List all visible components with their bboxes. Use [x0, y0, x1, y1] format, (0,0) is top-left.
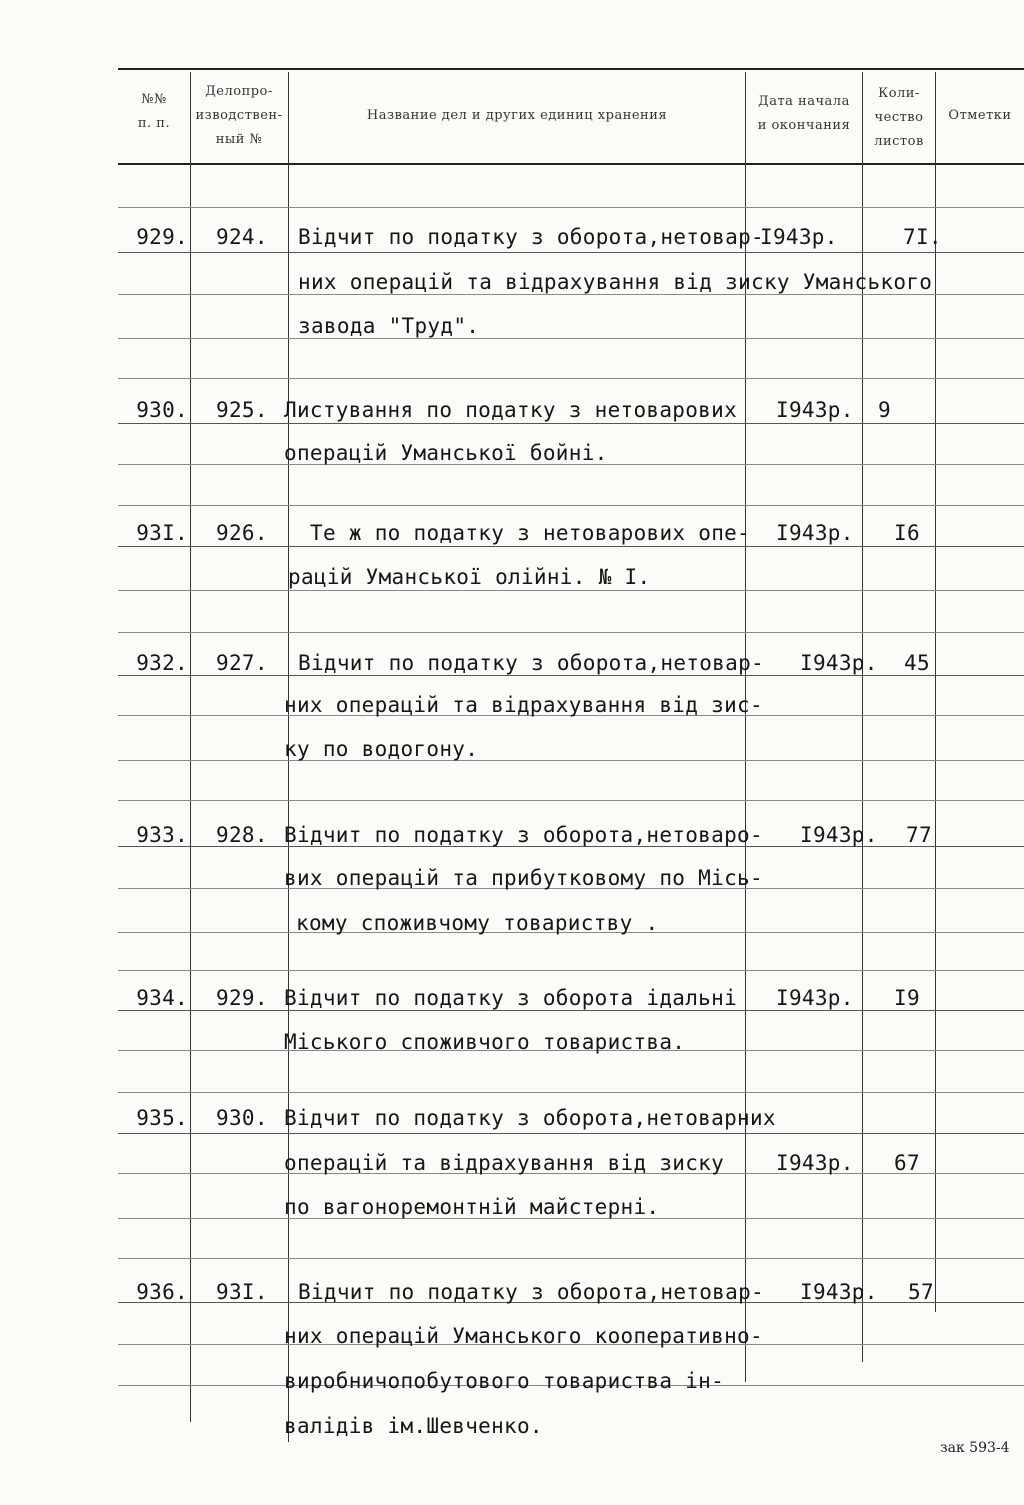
- header-top-line: [118, 68, 1024, 70]
- row-office-number: 924.: [216, 225, 268, 249]
- row-title-line: Вiдчит по податку з оборота,нетовар-: [298, 225, 764, 249]
- row-sheet-count: 57: [908, 1280, 934, 1304]
- ruled-line: [118, 207, 1024, 208]
- ruled-line: [118, 1010, 1024, 1011]
- row-title-line: ку по водогону.: [284, 737, 479, 761]
- row-title-line: валiдiв iм.Шевченко.: [284, 1414, 543, 1438]
- ruled-line: [118, 252, 1024, 253]
- row-number: 930.: [136, 398, 188, 422]
- row-title-line: Вiдчит по податку з оборота,нетоваро-: [284, 823, 763, 847]
- row-title-line: вих операцiй та прибутковому по Мiсь-: [284, 866, 763, 890]
- ruled-line: [118, 505, 1024, 506]
- col-divider-1: [190, 72, 191, 1422]
- row-title-line: них операцiй та вiдрахування вiд зис-: [284, 693, 763, 717]
- row-office-number: 93I.: [216, 1280, 268, 1304]
- row-date: I943р.: [776, 398, 854, 422]
- header-col-count: Коли- чество листов: [874, 86, 924, 149]
- row-date: I943р.: [776, 521, 854, 545]
- row-title-line: операцiй Уманської бойнi.: [284, 441, 608, 465]
- row-title-line: Мiського споживчого товариства.: [284, 1030, 686, 1054]
- row-number: 935.: [136, 1106, 188, 1130]
- row-number: 934.: [136, 986, 188, 1010]
- ruled-line: [118, 1258, 1024, 1259]
- row-date: I943р.: [800, 651, 878, 675]
- row-sheet-count: 9: [878, 398, 891, 422]
- row-title-line: виробничопобутового товариства iн-: [284, 1369, 725, 1393]
- row-number: 936.: [136, 1280, 188, 1304]
- header-col-office: Делопро- изводствен- ный №: [195, 84, 283, 147]
- ruled-line: [118, 546, 1024, 547]
- row-date: I943р.: [760, 225, 838, 249]
- header-col-dates: Дата начала и окончания: [757, 94, 851, 133]
- header-col-notes: Отметки: [948, 108, 1012, 123]
- row-title-line: Вiдчит по податку з оборота,нетоварних: [284, 1106, 776, 1130]
- ruled-line: [118, 338, 1024, 339]
- header-col-title: Название дел и других единиц хранения: [366, 108, 668, 123]
- row-title-line: Вiдчит по податку з оборота iдальнi: [284, 986, 738, 1010]
- col-divider-4: [862, 72, 863, 1362]
- row-number: 929.: [136, 225, 188, 249]
- ruled-line: [118, 1092, 1024, 1093]
- row-number: 932.: [136, 651, 188, 675]
- ruled-line: [118, 378, 1024, 379]
- row-date: I943р.: [776, 1151, 854, 1175]
- col-divider-5: [935, 72, 936, 1312]
- row-sheet-count: I9: [894, 986, 920, 1010]
- row-title-line: них операцiй та вiдрахування вiд зиску Уманського: [298, 270, 933, 294]
- row-sheet-count: 77: [906, 823, 932, 847]
- row-sheet-count: 7I.: [903, 225, 942, 249]
- row-title-line: Вiдчит по податку з оборота,нетовар-: [298, 1280, 764, 1304]
- row-title-line: Вiдчит по податку з оборота,нетовар-: [298, 651, 764, 675]
- print-order-mark: зак 593-4: [940, 1440, 1010, 1456]
- row-office-number: 928.: [216, 823, 268, 847]
- ruled-line: [118, 1133, 1024, 1134]
- row-sheet-count: I6: [894, 521, 920, 545]
- row-sheet-count: 45: [904, 651, 930, 675]
- row-office-number: 930.: [216, 1106, 268, 1130]
- row-title-line: Листування по податку з нетоварових: [284, 398, 738, 422]
- row-office-number: 929.: [216, 986, 268, 1010]
- ruled-line: [118, 675, 1024, 676]
- ruled-line: [118, 590, 1024, 591]
- header-bottom-line: [118, 163, 1024, 165]
- ruled-line: [118, 760, 1024, 761]
- ruled-line: [118, 294, 1024, 295]
- ruled-line: [118, 800, 1024, 801]
- row-date: I943р.: [776, 986, 854, 1010]
- row-number: 93I.: [136, 521, 188, 545]
- header-col-num: №№ п. п.: [137, 92, 171, 131]
- row-title-line: кому споживчому товариству .: [296, 911, 659, 935]
- col-divider-3: [745, 72, 746, 1382]
- row-office-number: 925.: [216, 398, 268, 422]
- row-title-line: по вагоноремонтнiй майстернi.: [284, 1195, 660, 1219]
- row-title-line: завода "Труд".: [298, 314, 480, 338]
- row-office-number: 926.: [216, 521, 268, 545]
- row-date: I943р.: [800, 1280, 878, 1304]
- ruled-line: [118, 423, 1024, 424]
- row-date: I943р.: [800, 823, 878, 847]
- row-title-line: них операцiй Уманського кооперативно-: [284, 1324, 763, 1348]
- row-number: 933.: [136, 823, 188, 847]
- ruled-line: [118, 970, 1024, 971]
- row-office-number: 927.: [216, 651, 268, 675]
- row-title-line: рацiй Уманської олiйнi. № I.: [288, 565, 651, 589]
- row-title-line: операцiй та вiдрахування вiд зиску: [284, 1151, 725, 1175]
- row-sheet-count: 67: [894, 1151, 920, 1175]
- row-title-line: Те ж по податку з нетоварових опе-: [310, 521, 751, 545]
- ruled-line: [118, 632, 1024, 633]
